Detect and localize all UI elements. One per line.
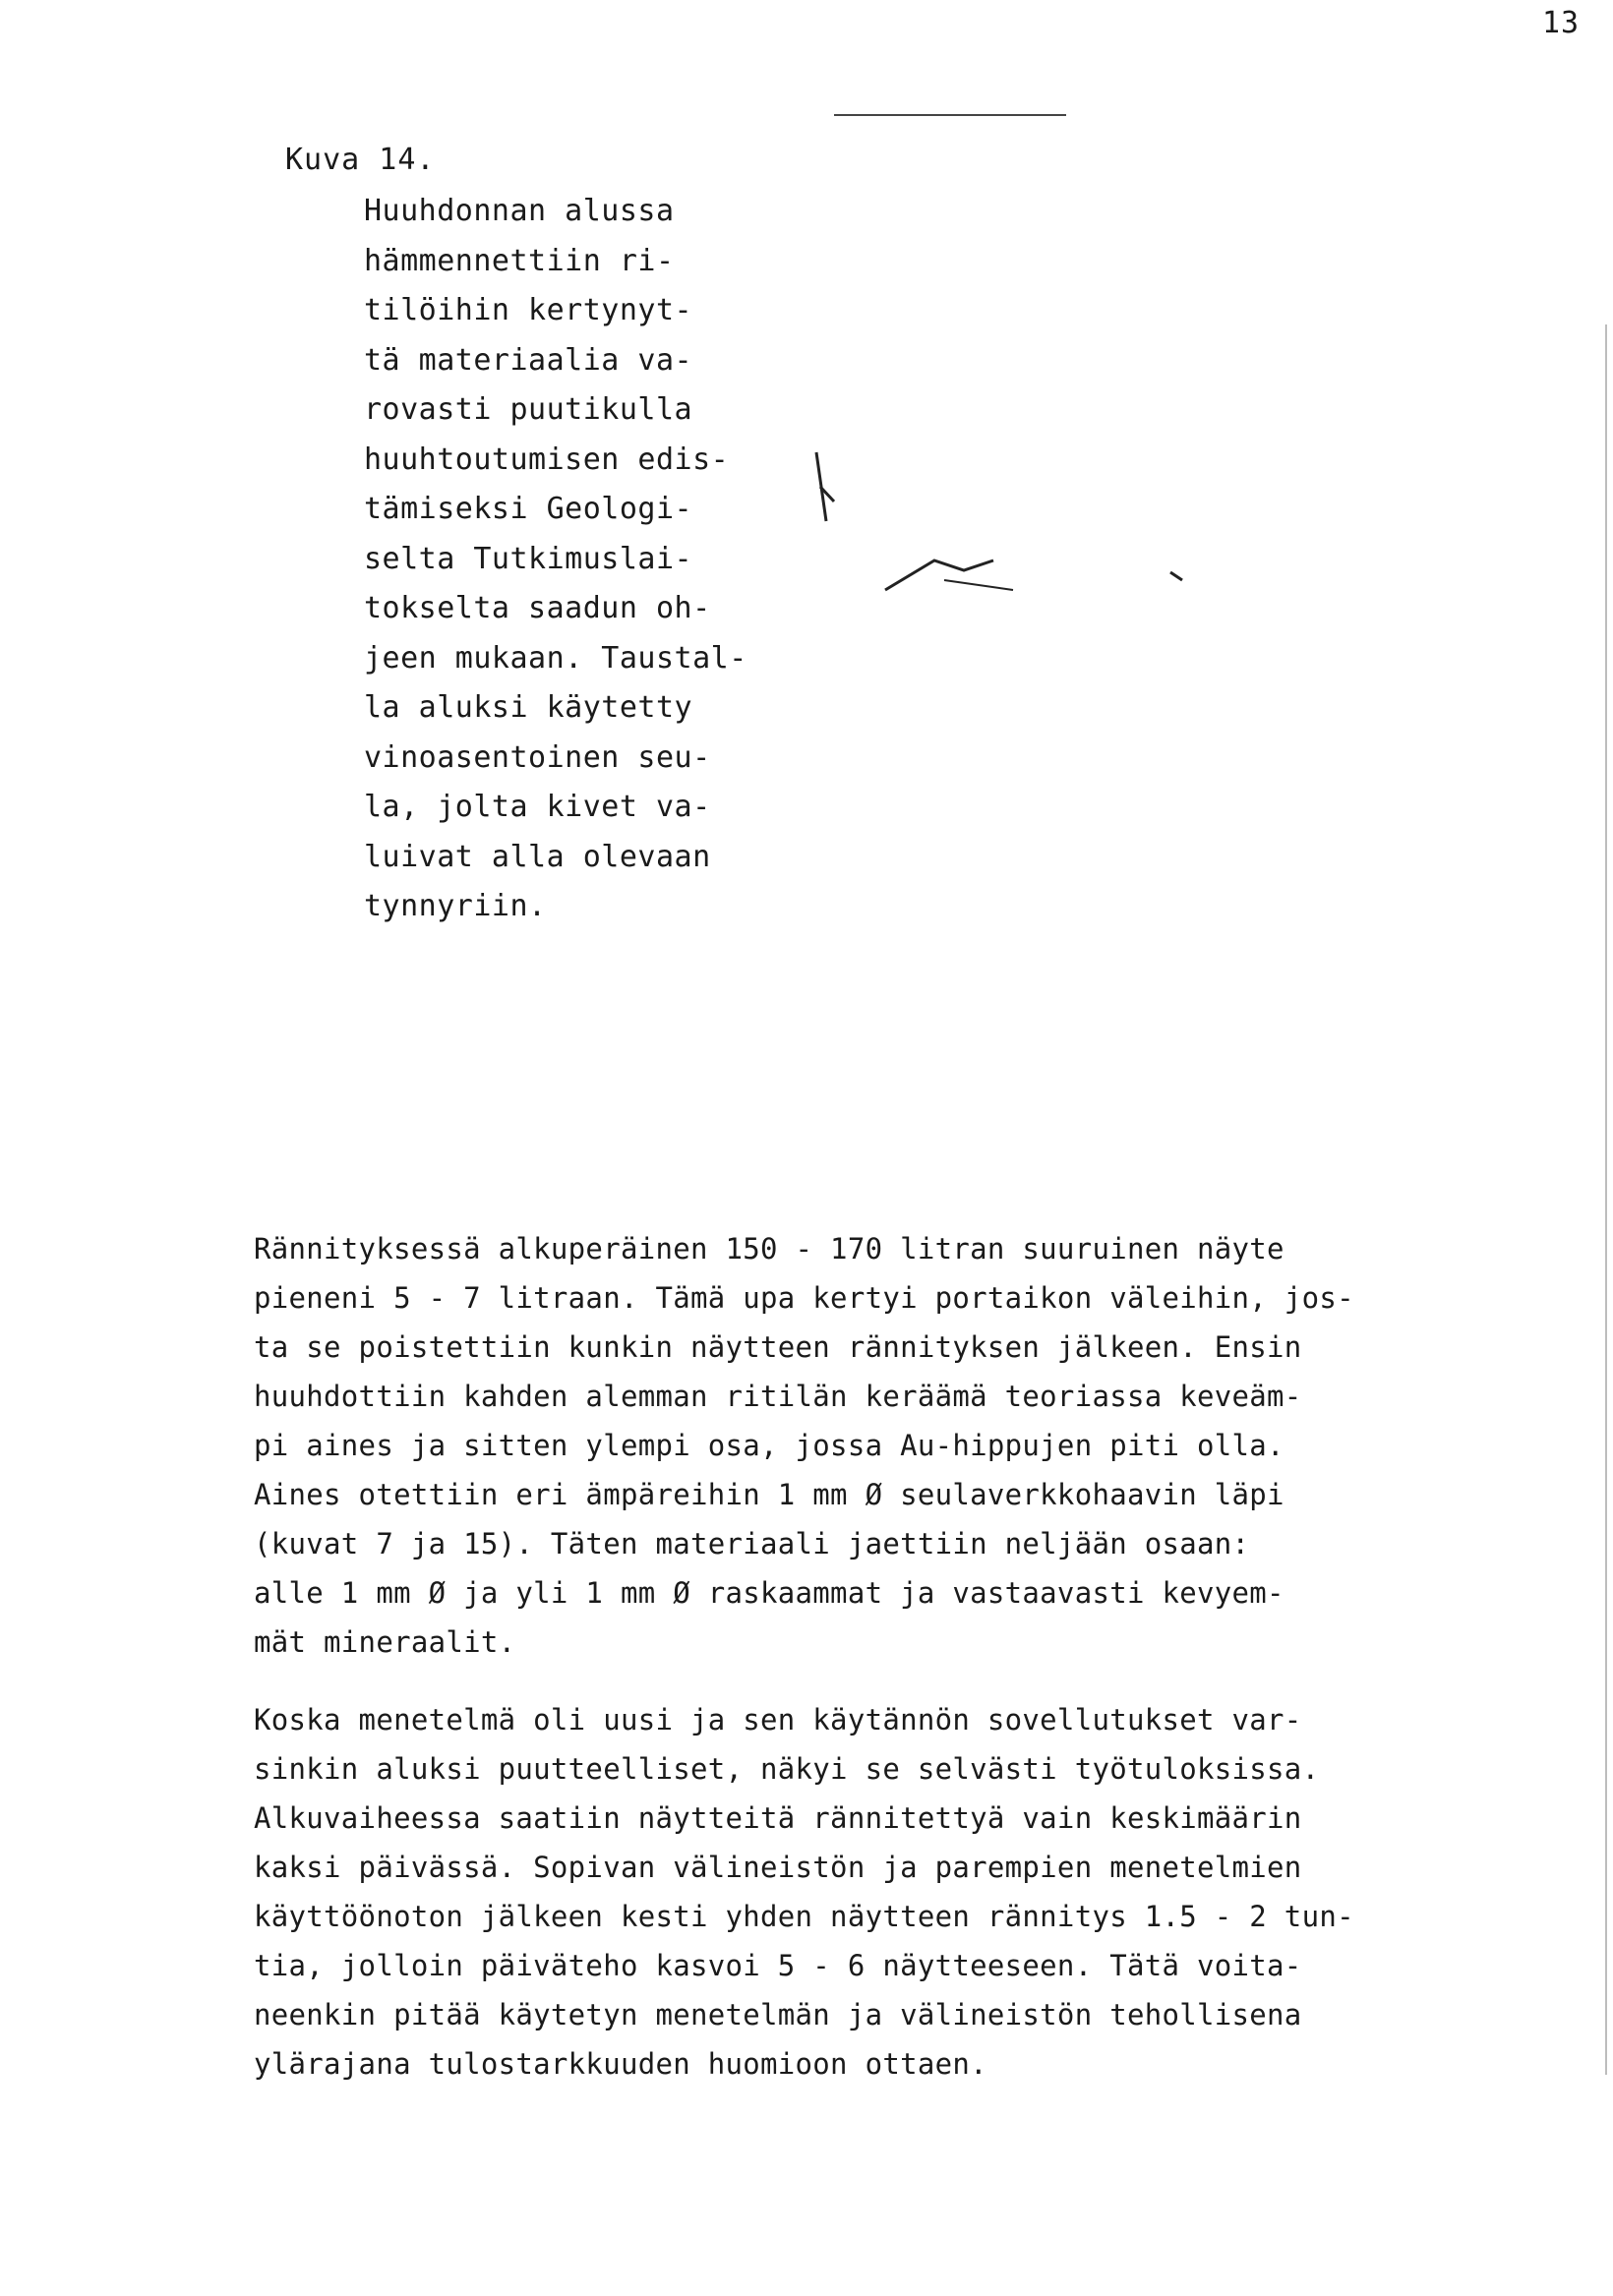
- scan-mark-line: [834, 114, 1066, 116]
- caption-line: vinoasentoinen seu-: [364, 739, 711, 775]
- caption-line: tilöihin kertynyt-: [364, 293, 693, 327]
- caption-line: la aluksi käytetty: [364, 690, 693, 725]
- figure-caption: [285, 136, 836, 932]
- text-line: tia, jolloin päiväteho kasvoi 5 - 6 näytteeseen. Tätä voita-: [254, 1949, 1302, 1982]
- caption-line: selta Tutkimuslai-: [364, 541, 693, 576]
- photo-remnant-marks: [787, 433, 1279, 649]
- caption-line: tynnyriin.: [364, 889, 547, 923]
- text-line: Koska menetelmä oli uusi ja sen käytännön sovellutukset var-: [254, 1703, 1302, 1737]
- caption-line: luivat alla olevaan: [364, 839, 711, 874]
- caption-line: la, jolta kivet va-: [364, 790, 711, 824]
- caption-line: huuhtoutumisen edis-: [364, 442, 730, 477]
- caption-line: tä materiaalia va-: [364, 342, 693, 378]
- caption-line: jeen mukaan. Taustal-: [364, 640, 747, 676]
- text-line: alle 1 mm Ø ja yli 1 mm Ø raskaammat ja vastaavasti kevyem-: [254, 1576, 1284, 1610]
- caption-line: hämmennettiin ri-: [364, 243, 675, 278]
- caption-line: tokselta saadun oh-: [364, 591, 711, 625]
- text-line: Aines otettiin eri ämpäreihin 1 mm Ø seulaverkkohaavin läpi: [254, 1478, 1284, 1511]
- text-line: käyttöönoton jälkeen kesti yhden näytteen rännitys 1.5 - 2 tun-: [254, 1900, 1354, 1933]
- text-line: kaksi päivässä. Sopivan välineistön ja parempien menetelmien: [254, 1851, 1302, 1884]
- text-line: huuhdottiin kahden alemman ritilän keräämä teoriassa keveäm-: [254, 1380, 1302, 1413]
- page-number: 13: [1542, 6, 1581, 40]
- text-line: ylärajana tulostarkkuuden huomioon ottaen.: [254, 2047, 987, 2081]
- text-line: sinkin aluksi puutteelliset, näkyi se selvästi työtuloksissa.: [254, 1752, 1320, 1786]
- caption-label: Kuva 14.: [285, 143, 436, 177]
- text-line: pieneni 5 - 7 litraan. Tämä upa kertyi portaikon väleihin, jos-: [254, 1281, 1354, 1315]
- scan-edge-line: [1605, 324, 1607, 2075]
- caption-line: Huuhdonnan alussa: [364, 194, 675, 228]
- caption-line: tämiseksi Geologi-: [364, 492, 693, 526]
- paragraph-2: [254, 1695, 1513, 2089]
- caption-line: rovasti puutikulla: [364, 392, 693, 427]
- text-line: pi aines ja sitten ylempi osa, jossa Au-hippujen piti olla.: [254, 1429, 1284, 1462]
- text-line: (kuvat 7 ja 15). Täten materiaali jaettiin neljään osaan:: [254, 1527, 1250, 1560]
- text-line: ta se poistettiin kunkin näytteen rännityksen jälkeen. Ensin: [254, 1330, 1302, 1364]
- text-line: mät mineraalit.: [254, 1625, 516, 1659]
- text-line: neenkin pitää käytetyn menetelmän ja välineistön tehollisena: [254, 1998, 1302, 2031]
- text-line: Alkuvaiheessa saatiin näytteitä rännitettyä vain keskimäärin: [254, 1801, 1302, 1835]
- text-line: Rännityksessä alkuperäinen 150 - 170 litran suuruinen näyte: [254, 1232, 1284, 1266]
- paragraph-1: [254, 1224, 1513, 1667]
